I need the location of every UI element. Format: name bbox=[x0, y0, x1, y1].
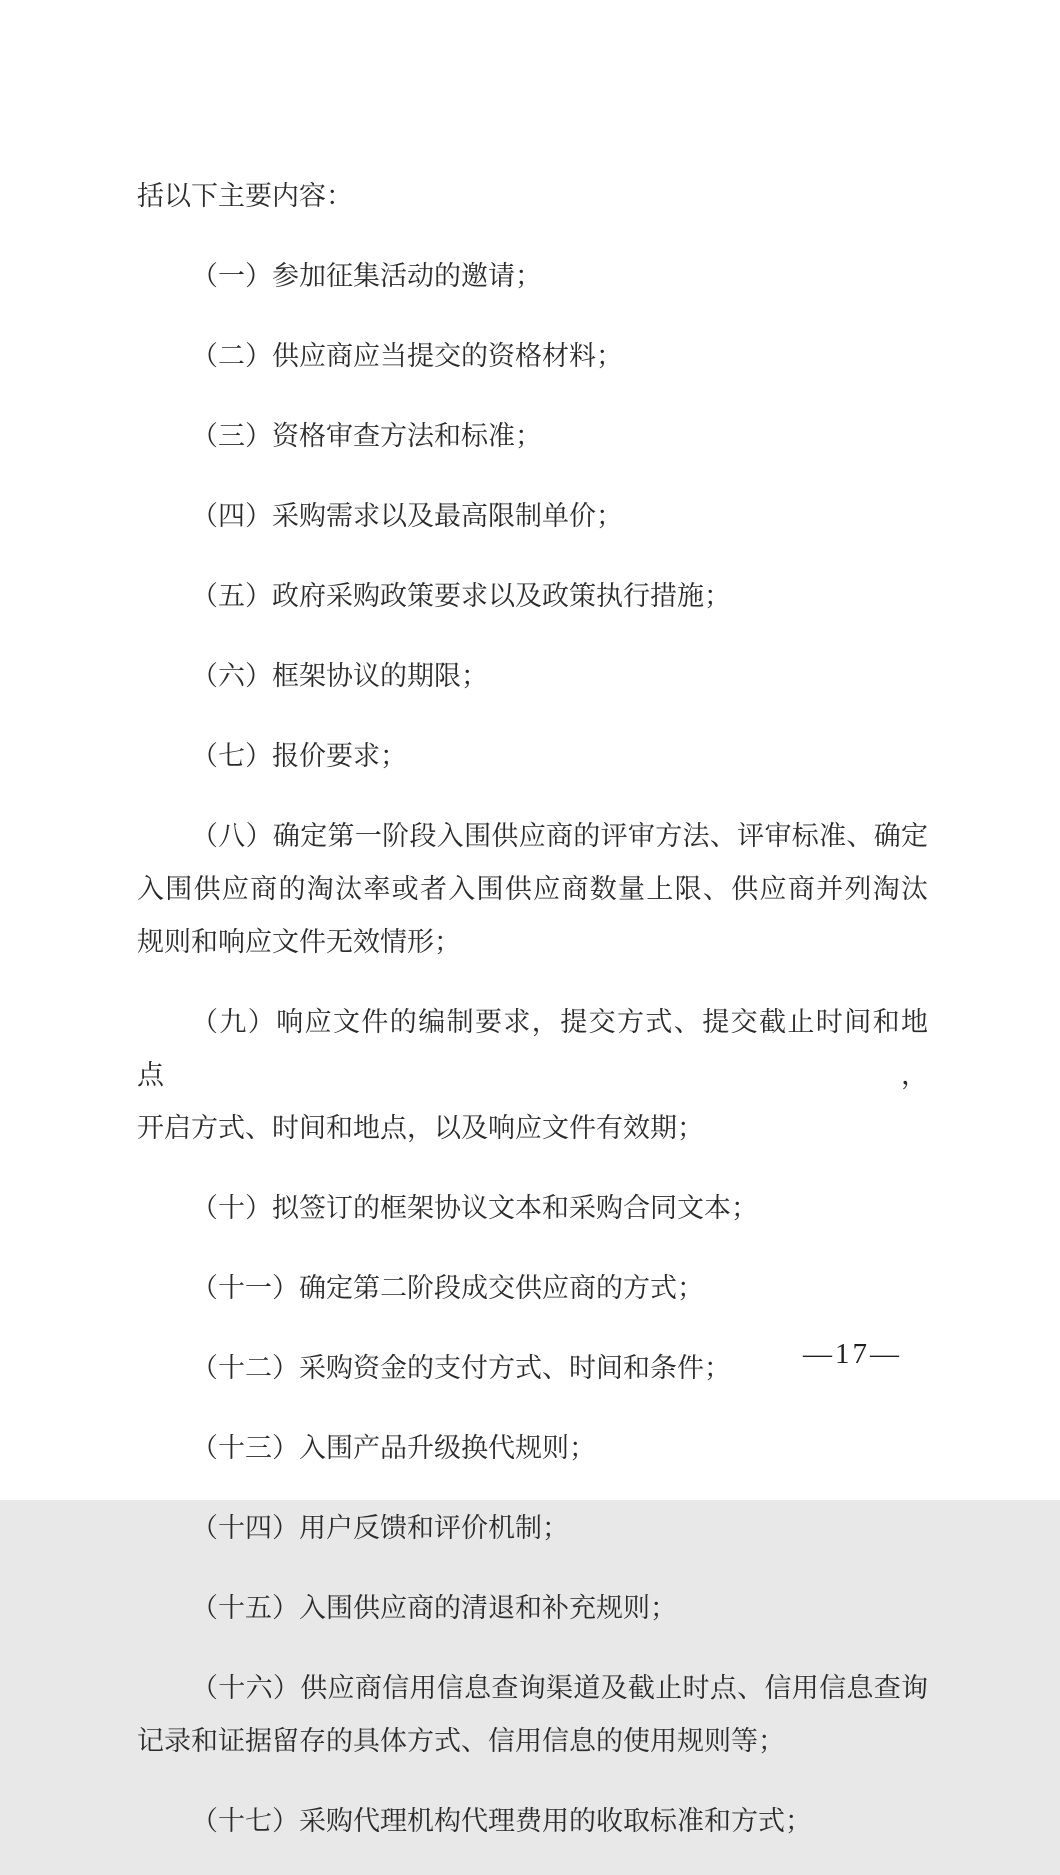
list-item-3-line-1: （三）资格审查方法和标准； bbox=[191, 421, 542, 451]
list-item-8-line-3: 规则和响应文件无效情形； bbox=[137, 927, 461, 957]
list-item-10-line-1: （十）拟签订的框架协议文本和采购合同文本； bbox=[191, 1193, 758, 1223]
list-item-16-line-2: 记录和证据留存的具体方式、信用信息的使用规则等； bbox=[137, 1726, 785, 1756]
list-item-9-line-1: （九）响应文件的编制要求，提交方式、提交截止时间和地点， bbox=[137, 1007, 928, 1090]
list-item-6-line-1: （六）框架协议的期限； bbox=[191, 661, 488, 691]
list-item-14-line-1: （十四）用户反馈和评价机制； bbox=[191, 1513, 569, 1543]
list-item-1-line-1: （一）参加征集活动的邀请； bbox=[191, 261, 542, 291]
list-item-11-line-1: （十一）确定第二阶段成交供应商的方式； bbox=[191, 1273, 704, 1303]
list-item-13-line-1: （十三）入围产品升级换代规则； bbox=[191, 1433, 596, 1463]
list-item-9-line-2: 开启方式、时间和地点，以及响应文件有效期； bbox=[137, 1113, 704, 1143]
list-item-2-line-1: （二）供应商应当提交的资格材料； bbox=[191, 341, 623, 371]
list-item-17-line-1: （十七）采购代理机构代理费用的收取标准和方式； bbox=[191, 1806, 812, 1836]
list-item-8-line-1: （八）确定第一阶段入围供应商的评审方法、评审标准、确定 bbox=[191, 821, 928, 851]
list-item-7-line-1: （七）报价要求； bbox=[191, 741, 407, 771]
paragraph-intro-line-1: 括以下主要内容： bbox=[137, 181, 353, 211]
page-number: —17— bbox=[803, 1338, 902, 1370]
list-item-16-line-1: （十六）供应商信用信息查询渠道及截止时点、信用信息查询 bbox=[191, 1673, 928, 1703]
list-item-5-line-1: （五）政府采购政策要求以及政策执行措施； bbox=[191, 581, 731, 611]
list-item-4-line-1: （四）采购需求以及最高限制单价； bbox=[191, 501, 623, 531]
list-item-15-line-1: （十五）入围供应商的清退和补充规则； bbox=[191, 1593, 677, 1623]
list-item-12-line-1: （十二）采购资金的支付方式、时间和条件； bbox=[191, 1353, 731, 1383]
list-item-8-line-2: 入围供应商的淘汰率或者入围供应商数量上限、供应商并列淘汰 bbox=[137, 874, 928, 904]
document-body bbox=[137, 170, 928, 1875]
